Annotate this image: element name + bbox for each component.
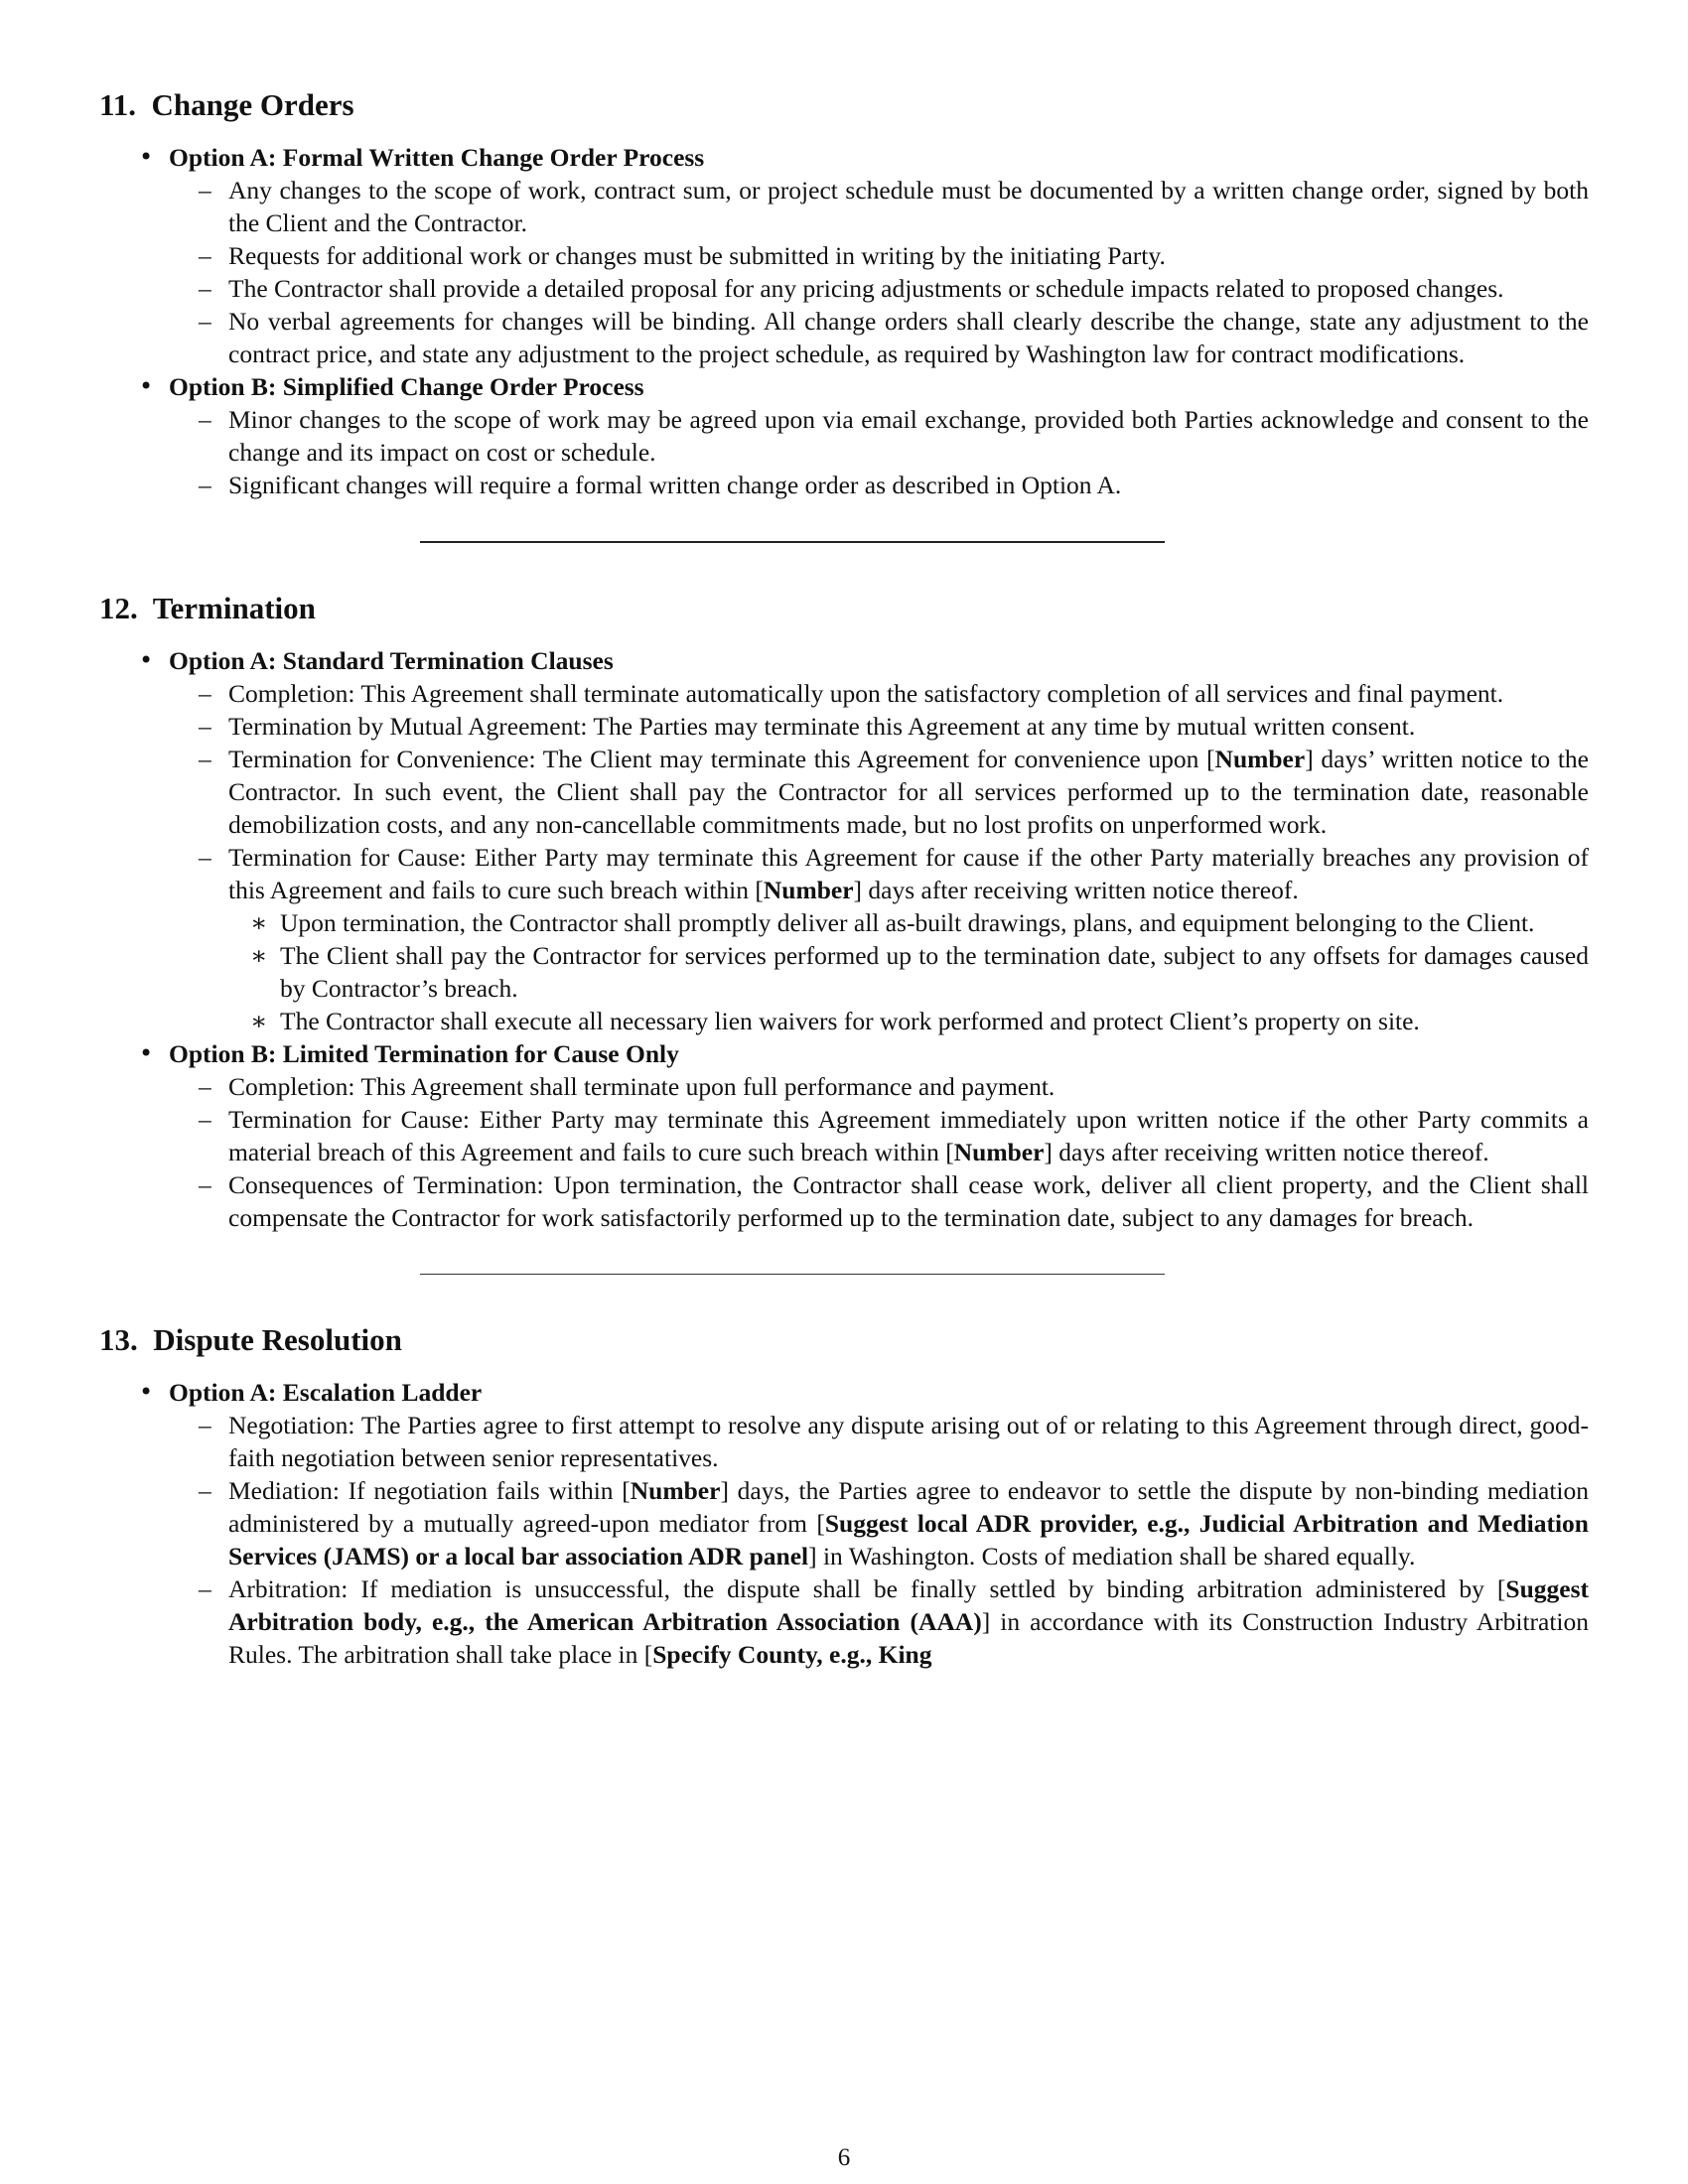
placeholder-field: Suggest Arbitration body, e.g., the American Arbitration Association (AAA) bbox=[228, 1574, 1589, 1636]
clause-text-part: Termination for Cause: Either Party may terminate this Agreement for cause if the other Party materially breaches any provision of this Agreement and fails to cure such breach within [ bbox=[228, 843, 1589, 904]
options-list bbox=[99, 141, 1589, 501]
options-list bbox=[99, 1376, 1589, 1671]
clause-text-part: Termination for Convenience: The Client may terminate this Agreement for convenience upon [ bbox=[228, 745, 1215, 773]
options-list bbox=[99, 644, 1589, 1234]
clause-text-part: ] days, the Parties agree to endeavor to settle the dispute by non-binding mediation administered by a mutually agreed-upon mediator from [ bbox=[228, 1476, 1589, 1538]
section-heading bbox=[99, 1322, 1589, 1358]
clause-text bbox=[228, 843, 1589, 904]
section-number: 12. bbox=[99, 591, 138, 625]
asterisk-icon: ∗ bbox=[250, 941, 268, 970]
clause-item bbox=[169, 469, 1589, 501]
dash-icon: – bbox=[199, 1072, 211, 1101]
option-item bbox=[99, 644, 1589, 1037]
section-divider bbox=[420, 541, 1165, 543]
clause-text: Any changes to the scope of work, contract sum, or project schedule must be documented by a written change order, signed by both the Client and the Contractor. bbox=[228, 176, 1589, 237]
sub-clause-text: Upon termination, the Contractor shall promptly deliver all as-built drawings, plans, and equipment belonging to the Client. bbox=[280, 908, 1535, 937]
clause-text-part: ] days’ written notice to the Contractor. In such event, the Client shall pay the Contractor for all services performed up to the termination date, reasonable demobilization costs, and any non-cancellable commitments made, but no lost profits on unperformed work. bbox=[228, 745, 1590, 839]
sub-clause-item bbox=[228, 939, 1589, 1005]
dash-icon: – bbox=[199, 1170, 211, 1199]
section-number: 13. bbox=[99, 1322, 138, 1357]
bullet-icon: • bbox=[139, 646, 154, 674]
page-number: 6 bbox=[837, 2144, 851, 2171]
placeholder-field: Number bbox=[1214, 745, 1306, 773]
clause-text bbox=[228, 1105, 1589, 1166]
asterisk-icon: ∗ bbox=[250, 1007, 268, 1035]
clause-text bbox=[228, 1574, 1589, 1669]
placeholder-field: Specify County, e.g., King bbox=[652, 1640, 932, 1669]
option-item bbox=[99, 1376, 1589, 1671]
option-title: Option A: Escalation Ladder bbox=[169, 1378, 483, 1407]
option-title: Option B: Limited Termination for Cause Only bbox=[169, 1039, 679, 1068]
option-title: Option B: Simplified Change Order Process bbox=[169, 372, 644, 401]
sub-clause-item bbox=[228, 906, 1589, 939]
clause-item bbox=[169, 743, 1589, 841]
asterisk-icon: ∗ bbox=[250, 908, 268, 937]
clause-text-part: ] days after receiving written notice thereof. bbox=[1044, 1138, 1489, 1166]
placeholder-field: Number bbox=[763, 876, 854, 904]
clause-item bbox=[169, 710, 1589, 743]
clause-text: Completion: This Agreement shall terminate automatically upon the satisfactory completion of all services and final payment. bbox=[228, 679, 1504, 708]
section-termination bbox=[99, 591, 1589, 1275]
dash-icon: – bbox=[199, 1105, 211, 1134]
clause-text: Significant changes will require a formal written change order as described in Option A. bbox=[228, 471, 1122, 499]
clause-item bbox=[169, 1572, 1589, 1671]
clause-item bbox=[169, 1168, 1589, 1234]
option-title: Option A: Standard Termination Clauses bbox=[169, 646, 614, 675]
option-item bbox=[99, 1037, 1589, 1234]
clause-text-part: ] in accordance with its Construction Industry Arbitration Rules. The arbitration shall take place in [ bbox=[228, 1607, 1590, 1669]
clause-item bbox=[169, 1474, 1589, 1572]
clause-text: Requests for additional work or changes must be submitted in writing by the initiating Party. bbox=[228, 241, 1166, 270]
dash-icon: – bbox=[199, 1411, 211, 1439]
section-heading bbox=[99, 87, 1589, 123]
clause-text-part: ] days after receiving written notice thereof. bbox=[853, 876, 1299, 904]
dash-icon: – bbox=[199, 1476, 211, 1505]
dash-icon: – bbox=[199, 307, 211, 336]
clause-text-part: Arbitration: If mediation is unsuccessful, the dispute shall be finally settled by binding arbitration administered by [ bbox=[228, 1574, 1506, 1603]
clause-text-part: ] in Washington. Costs of mediation shall be shared equally. bbox=[808, 1542, 1416, 1570]
dash-icon: – bbox=[199, 712, 211, 741]
clause-list bbox=[169, 1070, 1589, 1234]
section-heading bbox=[99, 591, 1589, 626]
section-change-orders bbox=[99, 87, 1589, 543]
option-item bbox=[99, 141, 1589, 370]
clause-item bbox=[169, 1070, 1589, 1103]
section-title: Dispute Resolution bbox=[153, 1322, 402, 1357]
option-title: Option A: Formal Written Change Order Process bbox=[169, 143, 705, 172]
clause-item bbox=[169, 403, 1589, 469]
dash-icon: – bbox=[199, 679, 211, 708]
clause-item bbox=[169, 1103, 1589, 1168]
clause-list bbox=[169, 403, 1589, 501]
dash-icon: – bbox=[199, 405, 211, 434]
dash-icon: – bbox=[199, 843, 211, 872]
bullet-icon: • bbox=[139, 372, 154, 400]
section-divider bbox=[420, 1274, 1165, 1275]
bullet-icon: • bbox=[139, 1378, 154, 1406]
sub-clause-text: The Client shall pay the Contractor for services performed up to the termination date, subject to any offsets for damages caused by Contractor’s breach. bbox=[280, 941, 1589, 1003]
clause-text: Negotiation: The Parties agree to first attempt to resolve any dispute arising out of or relating to this Agreement through direct, good-faith negotiation between senior representatives. bbox=[228, 1411, 1589, 1472]
clause-text: The Contractor shall provide a detailed proposal for any pricing adjustments or schedule impacts related to proposed changes. bbox=[228, 274, 1504, 303]
bullet-icon: • bbox=[139, 143, 154, 171]
placeholder-field: Number bbox=[953, 1138, 1045, 1166]
clause-item bbox=[169, 305, 1589, 370]
bullet-icon: • bbox=[139, 1039, 154, 1067]
placeholder-field: Number bbox=[630, 1476, 721, 1505]
clause-text: Completion: This Agreement shall terminate upon full performance and payment. bbox=[228, 1072, 1055, 1101]
clause-text bbox=[228, 745, 1589, 839]
clause-item bbox=[169, 239, 1589, 272]
clause-list bbox=[169, 174, 1589, 370]
dash-icon: – bbox=[199, 274, 211, 303]
dash-icon: – bbox=[199, 1574, 211, 1603]
section-title: Termination bbox=[152, 591, 316, 625]
section-number: 11. bbox=[99, 87, 137, 122]
sub-clause-item bbox=[228, 1005, 1589, 1037]
section-dispute-resolution bbox=[99, 1322, 1589, 1671]
clause-text: Termination by Mutual Agreement: The Parties may terminate this Agreement at any time by mutual written consent. bbox=[228, 712, 1416, 741]
section-title: Change Orders bbox=[151, 87, 354, 122]
clause-item bbox=[169, 174, 1589, 239]
clause-text-part: Termination for Cause: Either Party may terminate this Agreement immediately upon written notice if the other Party commits a material breach of this Agreement and fails to cure such breach within [ bbox=[228, 1105, 1589, 1166]
placeholder-field: Suggest local ADR provider, e.g., Judicial Arbitration and Mediation Services (JAMS) or a local bar association ADR panel bbox=[228, 1509, 1589, 1570]
clause-text bbox=[228, 1476, 1589, 1570]
document-page bbox=[99, 87, 1589, 1671]
dash-icon: – bbox=[199, 745, 211, 773]
clause-text: Minor changes to the scope of work may be agreed upon via email exchange, provided both Parties acknowledge and consent to the change and its impact on cost or schedule. bbox=[228, 405, 1589, 467]
dash-icon: – bbox=[199, 176, 211, 205]
sub-clause-text: The Contractor shall execute all necessary lien waivers for work performed and protect Client’s property on site. bbox=[280, 1007, 1420, 1035]
clause-list bbox=[169, 1409, 1589, 1671]
clause-text: Consequences of Termination: Upon termination, the Contractor shall cease work, deliver all client property, and the Client shall compensate the Contractor for work satisfactorily performed up to the termination date, subject to any damages for breach. bbox=[228, 1170, 1589, 1232]
clause-text-part: Mediation: If negotiation fails within [ bbox=[228, 1476, 631, 1505]
clause-item bbox=[169, 841, 1589, 1037]
dash-icon: – bbox=[199, 471, 211, 499]
clause-list bbox=[169, 677, 1589, 1037]
clause-text: No verbal agreements for changes will be binding. All change orders shall clearly describe the change, state any adjustment to the contract price, and state any adjustment to the project schedule, as required by Washington law for contract modifications. bbox=[228, 307, 1589, 368]
sub-clause-list bbox=[228, 906, 1589, 1037]
clause-item bbox=[169, 272, 1589, 305]
dash-icon: – bbox=[199, 241, 211, 270]
option-item bbox=[99, 370, 1589, 501]
clause-item bbox=[169, 677, 1589, 710]
clause-item bbox=[169, 1409, 1589, 1474]
